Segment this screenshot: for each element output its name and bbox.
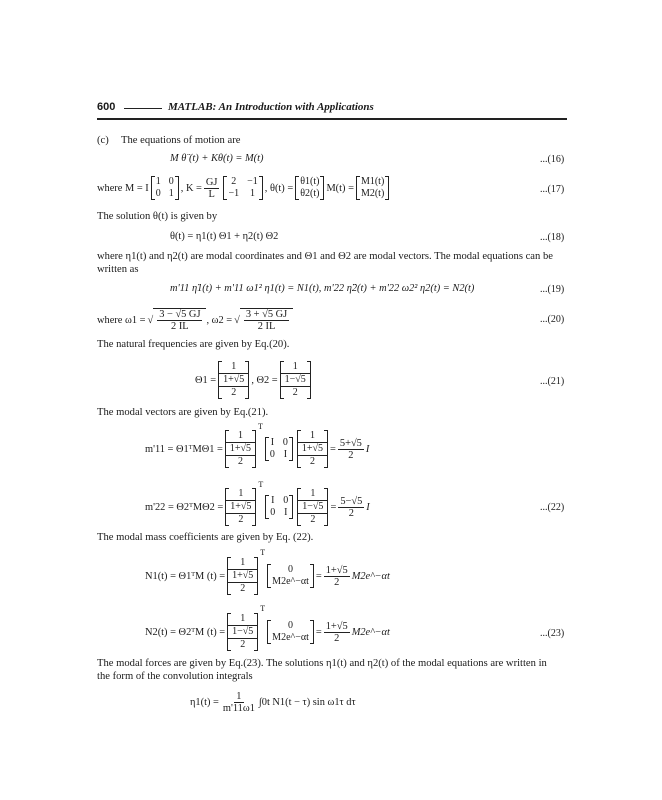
modal-forces-line1: The modal forces are given by Eq.(23). The solutions η1(t) and η2(t) of the modal equations are written in — [97, 658, 547, 669]
solution-text: The solution θ(t) is given by — [97, 211, 218, 222]
m22-lhs: m'22 = Θ2ᵀMΘ2 = — [145, 501, 224, 513]
m22-result: $\frac{5-√5}{2}$ — [340, 495, 363, 519]
n1-result: $\frac{1+√5}{2}$ — [325, 564, 348, 588]
equation-m11: m'11 = Θ1ᵀMΘ1 = 1 1+√5 2 $^T$ I 0 0 I 1 1+√5 2 = $\frac{5+√5}{2}$ I — [145, 422, 370, 467]
k-label: , K = — [180, 182, 202, 194]
n1-tail: M2e^−αt — [351, 570, 390, 582]
theta2-label: , Θ2 = — [251, 374, 278, 386]
n2-lhs: N2(t) = Θ2ᵀM (t) = — [145, 626, 226, 638]
theta2-vector: 1 1−√5 2 — [280, 361, 311, 399]
gj-over-l: $\frac{GJ}{L}$ — [205, 176, 218, 200]
equation-eta1 — [190, 688, 356, 716]
eta1-fraction: $\frac{1}{m'11\omega 1}$ — [222, 690, 255, 714]
equation-number-21: ...(21) — [540, 376, 565, 387]
eta1-integral: ∫0t N1(t − τ) sin ω1τ dτ — [258, 696, 356, 708]
n1-theta-transpose: 1 1+√5 2 — [227, 557, 258, 595]
equation-number-19: ...(19) — [540, 284, 565, 295]
header-rule — [97, 118, 567, 120]
m11-lhs: m'11 = Θ1ᵀMΘ1 = — [145, 443, 223, 455]
transpose-mark: T — [260, 548, 266, 557]
m11-theta: 1 1+√5 2 — [297, 430, 328, 468]
equation-number-17: ...(17) — [540, 184, 565, 195]
omega1-label: where ω1 = — [97, 314, 146, 326]
part-label: (c) — [97, 135, 109, 146]
intro-text: The equations of motion are — [121, 135, 241, 146]
transpose-mark: T — [260, 604, 266, 613]
header-dash — [124, 108, 162, 109]
m11-theta-transpose: 1 1+√5 2 — [225, 430, 256, 468]
n2-force-vector: 0 M2e^−αt — [267, 620, 314, 644]
equation-number-18: ...(18) — [540, 232, 565, 243]
n1-force-vector: 0 M2e^−αt — [267, 564, 314, 588]
eta1-lhs: η1(t) = — [190, 696, 219, 708]
running-title: MATLAB: An Introduction with Applications — [168, 101, 374, 113]
equation-n1: N1(t) = Θ1ᵀM (t) = 1 1+√5 2 T 0 M2e^−αt = $\frac{1+√5}{2}$ M2e^−αt — [145, 548, 390, 594]
equation-18: θ(t) = η1(t) Θ1 + η2(t) Θ2 — [170, 231, 279, 242]
theta1-vector: 1 1+√5 2 — [218, 361, 249, 399]
equation-16: M θ̈ (t) + Kθ(t) = M(t) — [170, 153, 264, 164]
m22-theta-transpose: 1 1+√5 2 — [225, 488, 256, 526]
mt-label: M(t) = — [326, 182, 354, 194]
m11-result: $\frac{5+√5}{2}$ — [339, 437, 362, 461]
omega2-label: , ω2 = — [206, 314, 233, 326]
equation-n2: N2(t) = Θ2ᵀM (t) = 1 1−√5 2 T 0 M2e^−αt = $\frac{1+√5}{2}$ M2e^−αt — [145, 604, 390, 650]
equation-17 — [97, 170, 391, 206]
vector-moment: M1(t) M2(t) — [356, 176, 389, 200]
omega2-fraction: $\frac{3 + √5 GJ}{2 IL}$ — [245, 309, 288, 332]
matrix-identity: 1 0 0 1 — [151, 176, 179, 200]
theta1-label: Θ1 = — [195, 374, 217, 386]
equation-number-23: ...(23) — [540, 628, 565, 639]
equation-21 — [195, 354, 313, 406]
omega1-fraction: $\frac{3 - √5 GJ}{2 IL}$ — [159, 309, 201, 332]
transpose-mark: T — [258, 422, 263, 431]
page-number: 600 — [97, 101, 116, 113]
transpose-mark: T — [258, 480, 264, 489]
m22-identity-symbol: I — [366, 501, 370, 513]
equation-number-20: ...(20) — [540, 314, 565, 325]
m11-mass-matrix: I 0 0 I — [265, 437, 293, 461]
matrix-stiffness: 2 −1 −1 1 — [223, 176, 262, 200]
m22-theta: 1 1−√5 2 — [297, 488, 328, 526]
n2-result: $\frac{1+√5}{2}$ — [325, 620, 348, 644]
equation-number-16: ...(16) — [540, 154, 565, 165]
modal-text-line1: where η1(t) and η2(t) are modal coordinates and Θ1 and Θ2 are modal vectors. The modal equations can be — [97, 251, 553, 262]
n2-theta-transpose: 1 1−√5 2 — [227, 613, 258, 651]
equation-20: where ω1 = √ $\frac{3 - √5 GJ}{2 IL}$ , ω2 = √ $\frac{3 + √5 GJ}{2 IL}$ — [97, 302, 293, 338]
modal-mass-text: The modal mass coefficients are given by Eq. (22). — [97, 532, 314, 543]
n1-lhs: N1(t) = Θ1ᵀM (t) = — [145, 570, 226, 582]
where-m-label: where M = I — [97, 182, 149, 194]
equation-19: m'11 η̈1(t) + m'11 ω1² η1(t) = N1(t), m'22 η̈2(t) + m'22 ω2² η2(t) = N2(t) — [170, 283, 475, 294]
equation-m22: m'22 = Θ2ᵀMΘ2 = 1 1+√5 2 $^T$ I 0 0 I 1 1−√5 2 = $\frac{5-√5}{2}$ I — [145, 480, 370, 525]
theta-label: , θ(t) = — [264, 182, 294, 194]
n2-tail: M2e^−αt — [351, 626, 390, 638]
modal-vectors-text: The modal vectors are given by Eq.(21). — [97, 407, 269, 418]
modal-text-line2: written as — [97, 264, 139, 275]
equation-number-22: ...(22) — [540, 502, 565, 513]
natural-frequencies-text: The natural frequencies are given by Eq.(20). — [97, 339, 290, 350]
m22-mass-matrix: I 0 0 I — [265, 495, 293, 519]
vector-theta: θ1(t) θ2(t) — [295, 176, 324, 200]
modal-forces-line2: the form of the convolution integrals — [97, 671, 253, 682]
m11-identity-symbol: I — [365, 443, 370, 455]
